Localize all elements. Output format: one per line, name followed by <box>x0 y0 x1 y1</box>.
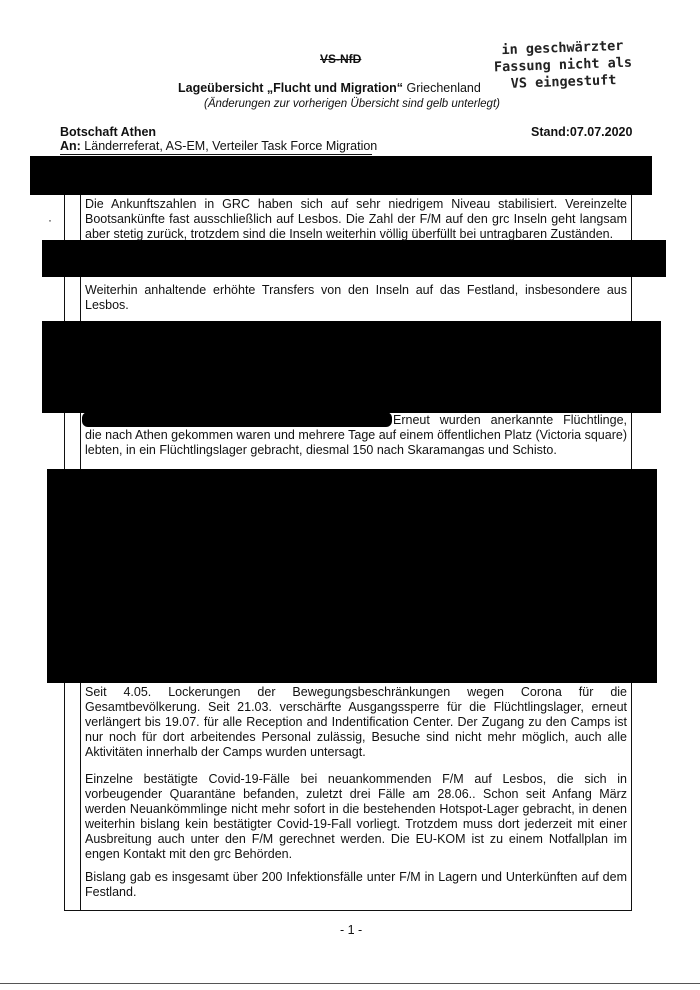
document-title <box>178 81 481 95</box>
sender: Botschaft Athen <box>60 125 157 139</box>
header-rule <box>60 154 372 155</box>
paragraph-arrivals: Die Ankunftszahlen in GRC haben sich auf sehr niedrigem Niveau stabilisiert. Vereinzelte Bootsankünfte fast ausschließlich auf Lesbos. Die Zahl der F/M auf den grc Inseln geht langsam aber stetig zurück, trotzdem sind die Inseln weiterhin völlig überfüllt bei untragbaren Zuständen. <box>85 197 627 241</box>
declassification-stamp <box>487 37 639 93</box>
footer-line <box>0 983 700 984</box>
stamp-line-3: VS eingestuft <box>510 72 617 92</box>
recipients <box>60 139 377 153</box>
redaction-block-3 <box>42 321 661 413</box>
document-title-country: Griechenland <box>403 81 481 95</box>
classification-marking: VS-NfD <box>320 52 362 66</box>
redaction-block-4 <box>47 469 657 683</box>
stand-date: Stand:07.07.2020 <box>531 125 633 139</box>
paragraph-transfers: Weiterhin anhaltende erhöhte Transfers von den Inseln auf das Festland, insbesondere aus Lesbos. <box>85 283 627 312</box>
recipients-label: An: <box>60 139 81 153</box>
recipients-list: Länderreferat, AS-EM, Verteiler Task Force Migration <box>80 139 378 153</box>
redaction-block-1 <box>30 156 652 195</box>
paragraph-refugees-athens: Erneut wurden anerkannte Flüchtlinge, die nach Athen gekommen waren und mehrere Tage auf einem öffentlichen Platz (Victoria square) lebten, in ein Flüchtlingslager gebracht, diesmal 150 nach Skaramangas und Schisto. <box>85 413 627 457</box>
document-title-bold: Lageübersicht „Flucht und Migration“ <box>178 81 403 95</box>
paragraph-covid-cases: Einzelne bestätigte Covid-19-Fälle bei neuankommenden F/M auf Lesbos, die sich in vorbeugender Quarantäne befanden, zuletzt drei Fälle am 28.06.. Schon seit Anfang März werden Neuankömmlinge nicht mehr sofort in die bestehenden Hotspot-Lager gebracht, in denen weiterhin bislang kein bestätigter Covid-19-Fall vorliegt. Trotzdem muss dort jederzeit mit einer Ausbreitung auch unter den F/M gerechnet werden. Die EU-KOM ist zu einem Notfallplan im engen Kontakt mit den grc Behörden. <box>85 772 627 861</box>
stamp-line-1: in geschwärzter <box>501 37 624 59</box>
frame-bottom-line <box>64 910 632 911</box>
paragraph-infection-total: Bislang gab es insgesamt über 200 Infektionsfälle unter F/M in Lagern und Unterkünften auf dem Festland. <box>85 870 627 899</box>
scan-mark: · <box>48 213 52 227</box>
page-number: - 1 - <box>340 923 363 937</box>
paragraph-movement-restrictions: Seit 4.05. Lockerungen der Bewegungsbeschränkungen wegen Corona für die Gesamtbevölkerung. Seit 21.03. verschärfte Ausgangssperre für die Flüchtlingslager, erneut verlängert bis 19.07. für alle Reception and Indentification Center. Der Zugang zu den Camps ist nur noch für dort arbeitendes Personal zulässig, Besuche sind nicht mehr möglich, auch alle Aktivitäten innerhalb der Camps wurden untersagt. <box>85 685 627 759</box>
redaction-block-2 <box>42 240 666 277</box>
stamp-line-2: Fassung nicht als <box>493 54 633 76</box>
document-subtitle: (Änderungen zur vorherigen Übersicht sind gelb unterlegt) <box>204 98 500 110</box>
